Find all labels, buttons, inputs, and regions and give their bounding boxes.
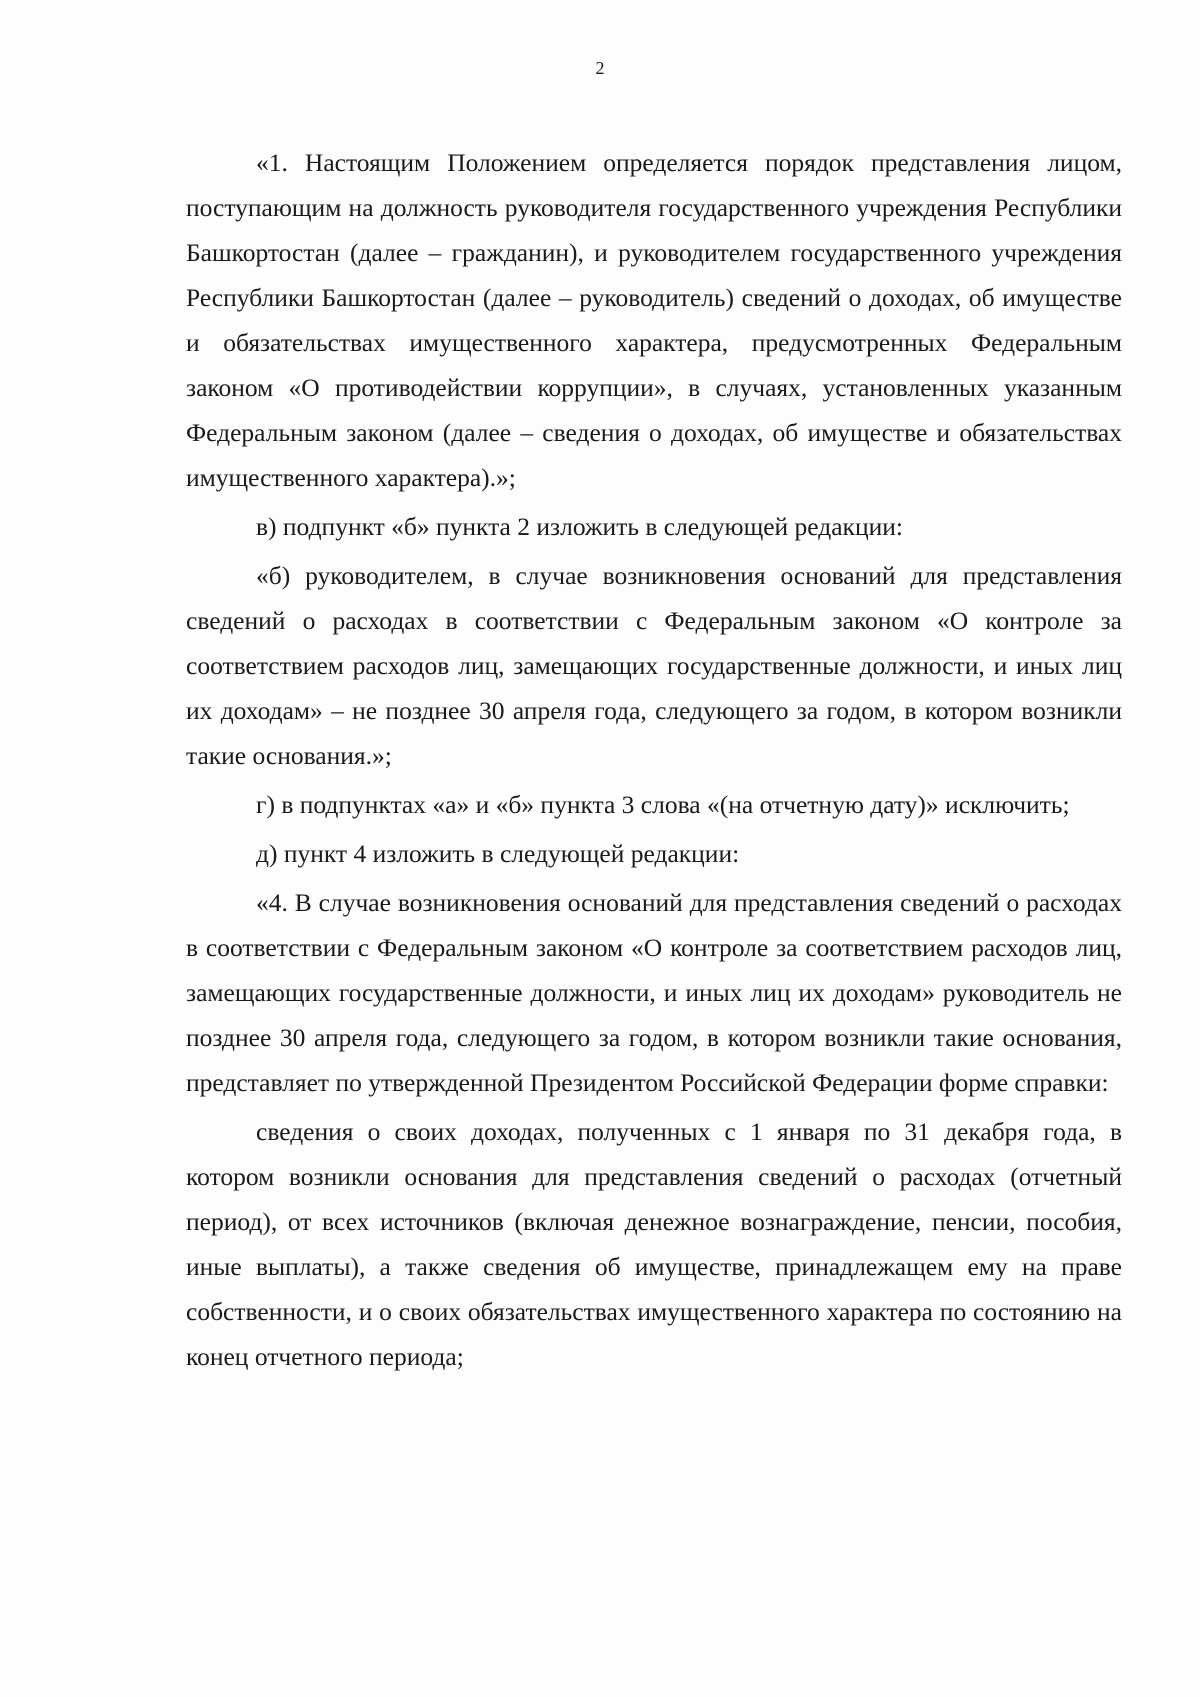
paragraph-income-info: сведения о своих доходах, полученных с 1 января по 31 декабря года, в котором возникли основания для представления сведений о расходах (отчетный период), от всех источников (включая денежное вознаграждение, пенсии, пособия, иные выплаты), а также сведения об имуществе, принадлежащем ему на праве собственности, и о своих обязательствах имущественного характера по состоянию на конец отчетного периода; [186,1117,1122,1371]
paragraph-subpoint-g: г) в подпунктах «а» и «б» пункта 3 слова «(на отчетную дату)» исключить; [256,790,1070,819]
paragraph-point-4: «4. В случае возникновения оснований для представления сведений о расходах в соответствии с Федеральным законом «О контроле за соответствием расходов лиц, замещающих государственные должности, и иных лиц их доходам» руководитель не позднее 30 апреля года, следующего за годом, в котором возникли такие основания, представляет по утвержденной Президентом Российской Федерации форме справки: [186,888,1122,1097]
paragraph-subpoint-d: д) пункт 4 изложить в следующей редакции: [256,839,740,868]
document-body [186,140,1122,1383]
page-number: 2 [595,58,605,78]
paragraph-subpoint-v: в) подпункт «б» пункта 2 изложить в следующей редакции: [256,512,903,541]
paragraph-subpoint-b-text: «б) руководителем, в случае возникновения оснований для представления сведений о расходах в соответствии с Федеральным законом «О контроле за соответствием расходов лиц, замещающих государственные должности, и иных лиц их доходам» – не позднее 30 апреля года, следующего за годом, в котором возникли такие основания.»; [186,561,1122,770]
paragraph-point-1: «1. Настоящим Положением определяется порядок представления лицом, поступающим на должность руководителя государственного учреждения Республики Башкортостан (далее – гражданин), и руководителем государственного учреждения Республики Башкортостан (далее – руководитель) сведений о доходах, об имуществе и обязательствах имущественного характера, предусмотренных Федеральным законом «О противодействии коррупции», в случаях, установленных указанным Федеральным законом (далее – сведения о доходах, об имуществе и обязательствах имущественного характера).»; [186,148,1122,492]
